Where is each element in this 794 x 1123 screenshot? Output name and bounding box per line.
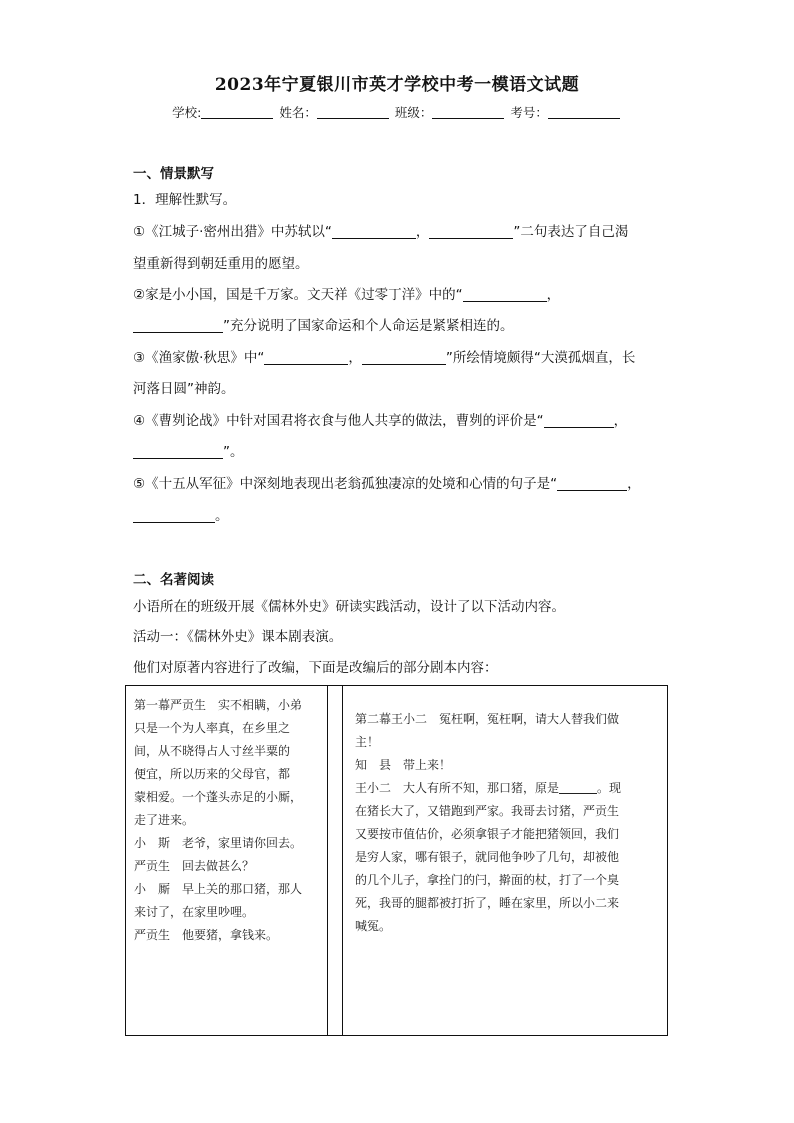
script-left-line: 蒙相爱。一个蓬头赤足的小厮， [134,790,303,804]
exam-number-label: 考号： [510,105,548,120]
item-1-text-a: ①《江城子·密州出猎》中苏轼以“ [133,224,332,240]
script-right-text-b: 。现 [597,781,622,795]
script-act-1 [134,694,324,947]
script-left-line: 小 厮 早上关的那口猪，那人 [134,882,303,896]
item-4-text-b: ”。 [223,444,244,460]
item-4-line-2 [133,442,244,462]
script-left-line: 严贡生 回去做甚么？ [134,859,255,873]
script-right-line: 的几个儿子，拿拴门的闩，擀面的杖，打了一个臭 [355,873,620,887]
item-3-blank-2[interactable] [362,350,446,365]
item-4-blank-1[interactable] [544,413,614,428]
school-field[interactable] [201,106,273,119]
item-5-sep: ， [627,476,641,492]
script-left-line: 便宜，所以历来的父母官，都 [134,767,291,781]
script-right-line: 知 县 带上来！ [355,758,452,772]
section-1-title: 一、情景默写 [133,166,214,182]
item-4-line-1 [133,411,627,431]
script-left-line: 来讨了，在家里吵哩。 [134,905,255,919]
item-2-blank-1[interactable] [463,287,547,302]
item-1-line-2: 望重新得到朝廷重用的愿望。 [133,256,309,272]
item-1-blank-2[interactable] [429,224,513,239]
script-table-divider [342,686,343,1035]
item-2-line-2 [133,316,514,336]
item-1-sep: ， [415,224,430,240]
script-left-line: 严贡生 他要猪，拿钱来。 [134,928,279,942]
item-1-blank-1[interactable] [332,224,416,239]
item-5-text-b: 。 [215,508,229,524]
script-right-line: 死，我哥的腿都被打折了，睡在家里，所以小二来 [355,896,620,910]
item-4-sep: ， [613,413,628,429]
exam-number-field[interactable] [548,106,620,119]
item-3-line-1 [133,348,635,368]
script-right-line: 主！ [355,735,380,749]
script-right-line [355,777,663,800]
page-title: 2023年宁夏银川市英才学校中考一模语文试题 [214,75,580,95]
script-right-line: 是穷人家，哪有银子，就同他争吵了几句，却被他 [355,850,620,864]
item-5-line-2 [133,506,229,526]
script-right-line: 喊冤。 [355,919,392,933]
item-3-sep: ， [348,350,362,366]
item-3-line-2: 河落日圆”神韵。 [133,381,235,397]
item-3-text-a: ③《渔家傲·秋思》中“ [133,350,265,366]
script-table [125,685,668,1036]
script-left-line: 间，从不晓得占人寸丝半粟的 [134,744,291,758]
script-right-line: 又要按市值估价，必须拿银子才能把猪领回，我们 [355,827,620,841]
item-3-text-b: ”所绘情境颇得“大漠孤烟直，长 [445,350,636,366]
item-1-line-1 [133,222,628,242]
item-3-blank-1[interactable] [264,350,348,365]
script-act-2 [355,708,663,938]
script-description: 他们对原著内容进行了改编，下面是改编后的部分剧本内容： [133,660,498,676]
item-2-sep: ， [546,287,561,303]
script-left-line: 小 斯 老爷，家里请你回去。 [134,836,303,850]
item-2-text-a: ②家是小小国，国是千万家。文天祥《过零丁洋》中的“ [133,287,463,303]
item-1-text-b: ”二句表达了自己渴 [513,224,629,240]
item-2-text-b: ”充分说明了国家命运和个人命运是紧紧相连的。 [223,318,514,334]
item-5-blank-2[interactable] [133,508,215,523]
script-left-line: 只是一个为人率真，在乡里之 [134,721,291,735]
item-5-text-a: ⑤《十五从军征》中深刻地表现出老翁孤独凄凉的处境和心情的句子是“ [133,476,558,492]
item-4-text-a: ④《曹刿论战》中针对国君将衣食与他人共享的做法，曹刿的评价是“ [133,413,544,429]
school-label: 学校: [172,105,202,120]
script-left-line: 走了进来。 [134,813,195,827]
activity-1: 活动一：《儒林外史》课本剧表演。 [133,629,343,645]
item-2-line-1 [133,285,560,305]
name-label: 姓名： [279,105,317,120]
item-2-blank-2[interactable] [133,318,223,333]
class-label: 班级： [394,105,433,120]
script-left-line: 第一幕严贡生 实不相瞒，小弟 [134,698,303,712]
script-answer-blank[interactable] [559,781,597,794]
section-2-intro: 小语所在的班级开展《儒林外史》研读实践活动，设计了以下活动内容。 [133,599,565,615]
script-right-line: 在猪长大了，又错跑到严家。我哥去讨猪，严贡生 [355,804,620,818]
item-5-line-1 [133,474,641,494]
section-2-title: 二、名著阅读 [133,572,214,588]
item-5-blank-1[interactable] [557,476,627,491]
student-info-line [0,103,794,121]
script-right-line: 第二幕王小二 冤枉啊，冤枉啊，请大人替我们做 [355,712,620,726]
name-field[interactable] [317,106,389,119]
question-1-prompt: 1．理解性默写。 [133,192,237,208]
class-field[interactable] [432,106,504,119]
item-4-blank-2[interactable] [133,444,223,459]
script-right-text-a: 王小二 大人有所不知，那口猪，原是 [355,781,560,795]
